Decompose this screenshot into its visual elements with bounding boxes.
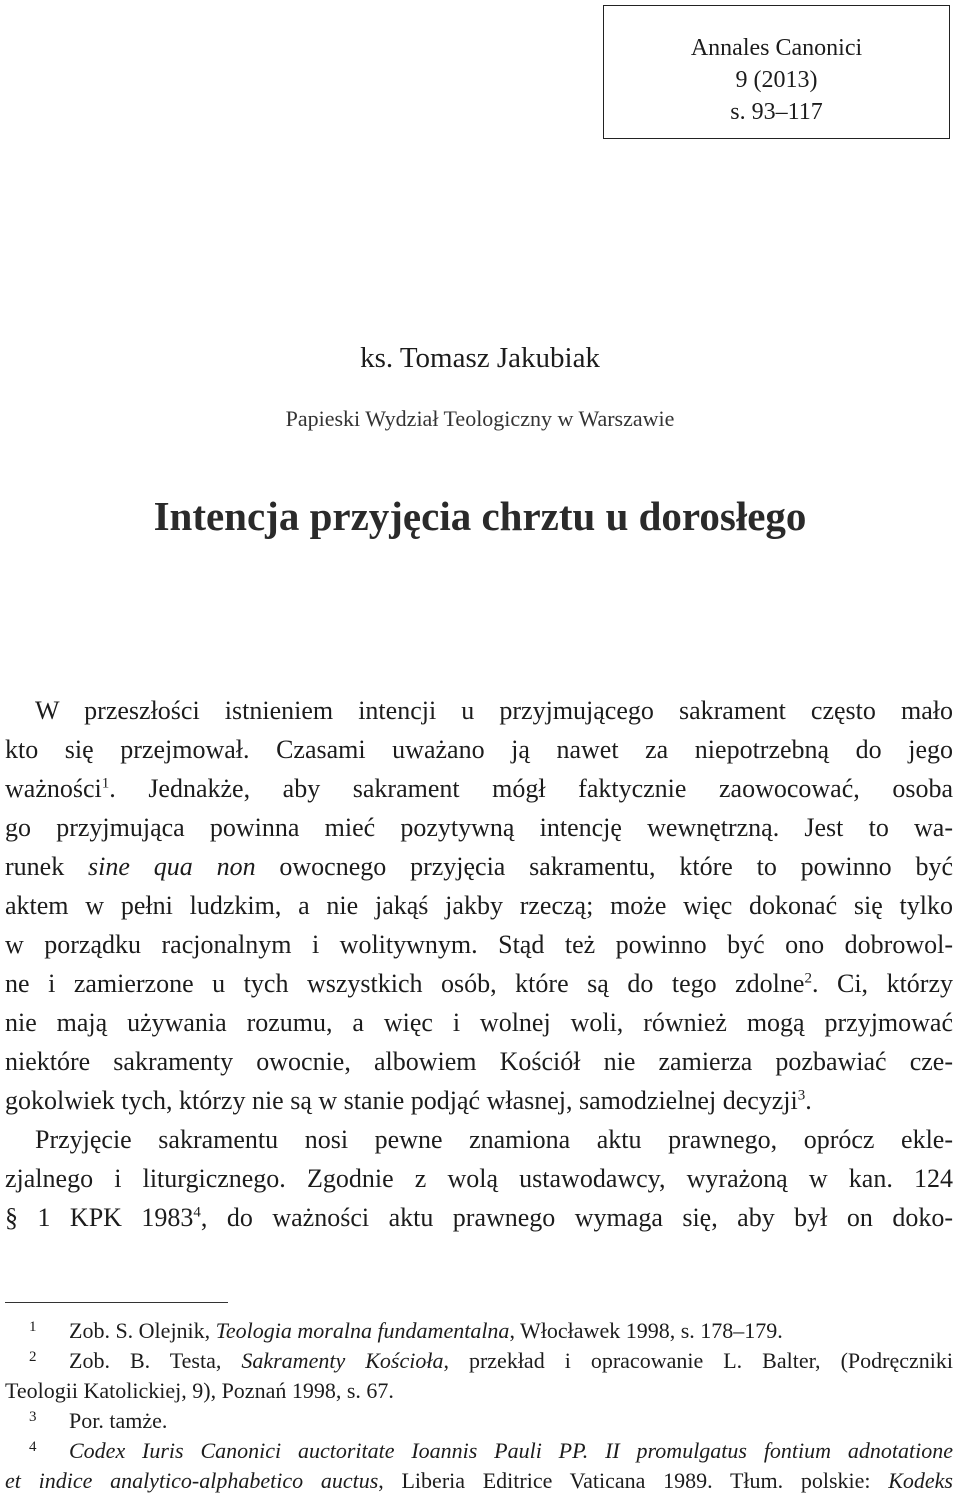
- journal-volume: 9 (2013): [735, 67, 818, 93]
- footnote-text: , przekład i opracowanie L. Balter, (Podręczniki: [443, 1348, 953, 1373]
- body-line: [5, 966, 953, 1002]
- text-segment: owocnego przyjęcia sakramentu, które to powinno być: [255, 852, 954, 881]
- body-line: go przyjmująca powinna mieć pozytywną intencję wewnętrzną. Jest to wa-: [5, 813, 953, 842]
- text-segment: . Ci, którzy: [811, 969, 953, 998]
- footnote-italic: Kodeks: [888, 1468, 953, 1493]
- text-segment: gokolwiek tych, którzy nie są w stanie podjąć własnej, samodzielnej decyzji: [5, 1086, 798, 1115]
- text-segment: ne i zamierzone u tych wszystkich osób, które są do tego zdolne: [5, 969, 805, 998]
- footnote-italic: Codex Iuris Canonici auctoritate Ioannis Pauli PP. II promulgatus fontium adnotatione: [69, 1438, 953, 1463]
- footnote-text: Zob. S. Olejnik,: [69, 1318, 216, 1343]
- footnote-continuation: [5, 1466, 953, 1496]
- body-line: w porządku racjonalnym i wolitywnym. Stąd też powinno być ono dobrowol-: [5, 930, 953, 959]
- footnote-separator: [5, 1302, 228, 1303]
- body-line: [5, 771, 953, 807]
- footnote-ref[interactable]: 3: [797, 1087, 806, 1104]
- footnote-italic: et indice analytico-alphabetico auctus: [5, 1468, 379, 1493]
- footnote: [5, 1436, 953, 1466]
- footnote-ref[interactable]: 1: [101, 775, 110, 792]
- footnote-text: Zob. B. Testa,: [69, 1348, 242, 1373]
- body-line: aktem w pełni ludzkim, a nie jakąś jakby rzeczą; może więc dokonać się tylko: [5, 891, 953, 920]
- footnote-continuation: Teologii Katolickiej, 9), Poznań 1998, s. 67.: [5, 1378, 394, 1403]
- text-segment: .: [805, 1086, 812, 1115]
- footnote-number: 3: [29, 1409, 37, 1425]
- footnote-text: , Włocławek 1998, s. 178–179.: [509, 1318, 783, 1343]
- footnote-ref[interactable]: 4: [193, 1204, 201, 1221]
- text-segment: runek: [5, 852, 89, 881]
- body-line: [5, 1083, 953, 1119]
- article-title: Intencja przyjęcia chrztu u dorosłego: [153, 493, 807, 539]
- body-line: [5, 1200, 953, 1236]
- body-line: zjalnego i liturgicznego. Zgodnie z wolą ustawodawcy, wyrażoną w kan. 124: [5, 1164, 953, 1193]
- body-line: [5, 849, 953, 885]
- journal-pages: s. 93–117: [730, 99, 823, 125]
- footnote-number: 4: [29, 1439, 37, 1455]
- author-name: ks. Tomasz Jakubiak: [360, 342, 600, 374]
- footnote-ref[interactable]: 2: [804, 970, 812, 987]
- footnote: [5, 1316, 953, 1346]
- footnote: [5, 1406, 953, 1436]
- text-segment: . Jednakże, aby sakrament mógł faktycznie zaowocować, osoba: [109, 774, 953, 803]
- footnote: [5, 1346, 953, 1376]
- footnote-number: 1: [29, 1319, 37, 1335]
- footnote-text: , Liberia Editrice Vaticana 1989. Tłum. polskie:: [378, 1468, 889, 1493]
- footnote-text: Por. tamże.: [69, 1408, 168, 1433]
- footnote-italic: Teologia moralna fundamentalna: [215, 1318, 510, 1343]
- body-line: nie mają używania rozumu, a więc i wolnej woli, również mogą przyjmować: [5, 1008, 953, 1037]
- author-affiliation: Papieski Wydział Teologiczny w Warszawie: [285, 406, 675, 431]
- text-segment: § 1 KPK 1983: [5, 1203, 194, 1232]
- journal-citation-box: [603, 5, 950, 139]
- body-line: W przeszłości istnieniem intencji u przyjmującego sakrament często mało: [35, 696, 953, 725]
- text-segment: ważności: [5, 774, 102, 803]
- footnote-number: 2: [29, 1349, 37, 1365]
- journal-name: Annales Canonici: [690, 35, 863, 61]
- italic-phrase: sine qua non: [88, 852, 256, 881]
- body-line: Przyjęcie sakramentu nosi pewne znamiona aktu prawnego, oprócz ekle-: [35, 1125, 953, 1154]
- body-line: niektóre sakramenty owocnie, albowiem Kościół nie zamierza pozbawiać cze-: [5, 1047, 953, 1076]
- footnote-italic: Sakramenty Kościoła: [241, 1348, 444, 1373]
- text-segment: , do ważności aktu prawnego wymaga się, aby był on doko-: [200, 1203, 953, 1232]
- body-line: kto się przejmował. Czasami uważano ją nawet za niepotrzebną do jego: [5, 735, 953, 764]
